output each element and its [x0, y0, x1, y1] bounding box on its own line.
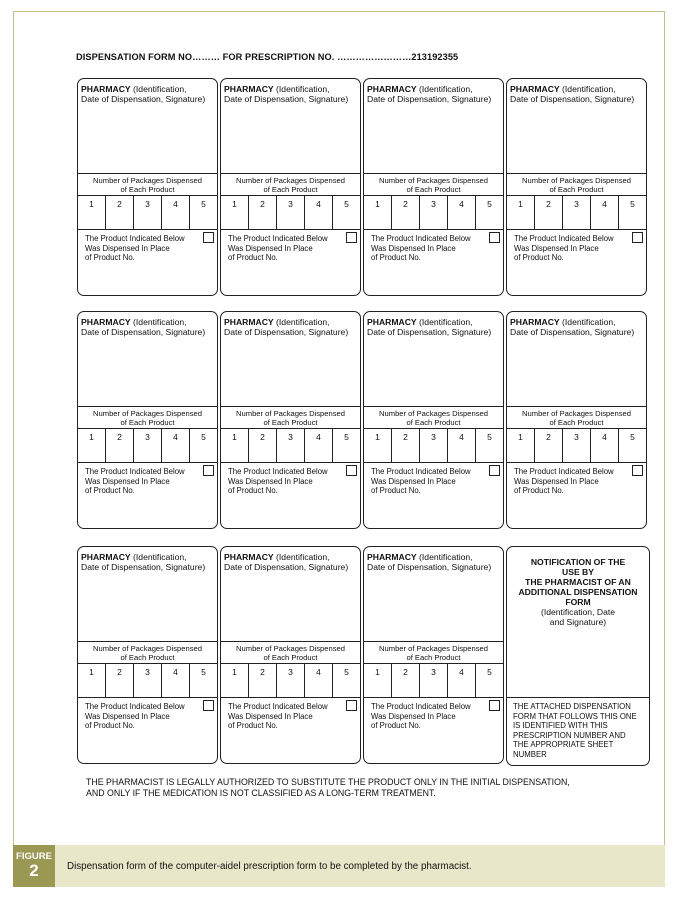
package-count-cell[interactable]: 1 — [221, 196, 249, 229]
package-count-cell[interactable]: 3 — [277, 196, 305, 229]
figure-caption-text: Dispensation form of the computer-aidel prescription form to be completed by the pharmacist. — [67, 861, 472, 872]
pharmacy-card — [77, 311, 218, 529]
pharmacy-heading[interactable]: PHARMACY (Identification, Date of Dispensation, Signature) — [367, 84, 492, 104]
package-count-cell[interactable]: 5 — [344, 199, 349, 209]
package-count-cell[interactable]: 1 — [78, 196, 106, 229]
package-count-cell[interactable]: 2 — [535, 196, 563, 229]
package-count-cell[interactable]: 5 — [630, 432, 635, 442]
substitution-checkbox[interactable] — [203, 700, 214, 711]
substitution-note: The Product Indicated Below Was Dispensed In Place of Product No. — [228, 702, 328, 731]
package-count-cell[interactable]: 2 — [249, 664, 277, 697]
pharmacy-card — [220, 311, 361, 529]
substitution-note: The Product Indicated Below Was Dispensed In Place of Product No. — [228, 467, 328, 496]
figure-caption-bar — [13, 845, 665, 887]
package-count-cell[interactable]: 4 — [162, 196, 190, 229]
pharmacy-heading[interactable]: PHARMACY (Identification, Date of Dispensation, Signature) — [81, 317, 206, 337]
package-count-row — [221, 195, 360, 230]
pharmacy-heading[interactable]: PHARMACY (Identification, Date of Dispensation, Signature) — [367, 317, 492, 337]
package-count-cell[interactable]: 5 — [487, 667, 492, 677]
package-count-cell[interactable]: 5 — [487, 199, 492, 209]
package-count-row — [78, 195, 217, 230]
package-count-row — [507, 428, 646, 463]
pharmacy-heading[interactable]: PHARMACY (Identification, Date of Dispensation, Signature) — [510, 317, 635, 337]
package-count-cell[interactable]: 4 — [305, 196, 333, 229]
package-count-row — [78, 663, 217, 698]
package-count-cell[interactable]: 4 — [162, 429, 190, 462]
package-count-cell[interactable]: 5 — [201, 432, 206, 442]
pharmacy-card — [363, 78, 504, 296]
package-count-cell[interactable]: 4 — [448, 664, 476, 697]
pharmacy-heading[interactable]: PHARMACY (Identification, Date of Dispensation, Signature) — [224, 84, 349, 104]
package-count-cell[interactable]: 3 — [277, 664, 305, 697]
package-count-cell[interactable]: 4 — [591, 429, 619, 462]
substitution-note: The Product Indicated Below Was Dispensed In Place of Product No. — [228, 234, 328, 263]
package-count-cell[interactable]: 4 — [591, 196, 619, 229]
figure-number: 2 — [29, 861, 39, 880]
notification-subtitle: (Identification, Date and Signature) — [540, 607, 616, 627]
package-count-cell[interactable]: 1 — [364, 196, 392, 229]
package-count-cell[interactable]: 1 — [364, 664, 392, 697]
package-count-cell[interactable]: 5 — [201, 667, 206, 677]
package-count-cell[interactable]: 4 — [305, 429, 333, 462]
notification-title: NOTIFICATION OF THE USE BY THE PHARMACIST OF AN ADDITIONAL DISPENSATION FORM — [518, 557, 638, 607]
package-count-cell[interactable]: 2 — [392, 196, 420, 229]
packages-title: Number of Packages Dispensed of Each Product — [364, 641, 503, 663]
package-count-cell[interactable]: 2 — [249, 429, 277, 462]
packages-title: Number of Packages Dispensed of Each Product — [221, 173, 360, 195]
substitution-checkbox[interactable] — [632, 232, 643, 243]
substitution-checkbox[interactable] — [203, 232, 214, 243]
package-count-cell[interactable]: 3 — [134, 664, 162, 697]
packages-title: Number of Packages Dispensed of Each Product — [364, 406, 503, 428]
package-count-cell[interactable]: 1 — [78, 664, 106, 697]
substitution-note: The Product Indicated Below Was Dispensed In Place of Product No. — [85, 467, 185, 496]
packages-title: Number of Packages Dispensed of Each Product — [78, 641, 217, 663]
substitution-note: The Product Indicated Below Was Dispensed In Place of Product No. — [371, 467, 471, 496]
substitution-note: The Product Indicated Below Was Dispensed In Place of Product No. — [514, 467, 614, 496]
packages-title: Number of Packages Dispensed of Each Product — [78, 173, 217, 195]
packages-title: Number of Packages Dispensed of Each Product — [78, 406, 217, 428]
pharmacy-heading[interactable]: PHARMACY (Identification, Date of Dispensation, Signature) — [224, 552, 349, 572]
substitution-checkbox[interactable] — [489, 232, 500, 243]
pharmacy-heading[interactable]: PHARMACY (Identification, Date of Dispensation, Signature) — [81, 84, 206, 104]
substitution-note: The Product Indicated Below Was Dispensed In Place of Product No. — [85, 234, 185, 263]
substitution-note: The Product Indicated Below Was Dispensed In Place of Product No. — [371, 234, 471, 263]
package-count-row — [364, 663, 503, 698]
package-count-row — [221, 428, 360, 463]
notification-footer: THE ATTACHED DISPENSATION FORM THAT FOLLOWS THIS ONE IS IDENTIFIED WITH THIS PRESCRIPTION NUMBER AND THE APPROPRIATE SHEET NUMBER — [513, 702, 637, 759]
form-header: DISPENSATION FORM NO……… FOR PRESCRIPTION NO. ……………………213192355 — [76, 52, 459, 62]
pharmacy-heading[interactable]: PHARMACY (Identification, Date of Dispensation, Signature) — [367, 552, 492, 572]
notification-card — [506, 546, 650, 766]
substitution-note: The Product Indicated Below Was Dispensed In Place of Product No. — [85, 702, 185, 731]
package-count-cell[interactable]: 2 — [392, 664, 420, 697]
package-count-cell[interactable]: 5 — [201, 199, 206, 209]
package-count-cell[interactable]: 3 — [420, 429, 448, 462]
packages-title: Number of Packages Dispensed of Each Product — [364, 173, 503, 195]
pharmacy-heading[interactable]: PHARMACY (Identification, Date of Dispensation, Signature) — [510, 84, 635, 104]
packages-title: Number of Packages Dispensed of Each Product — [507, 173, 646, 195]
pharmacy-heading[interactable]: PHARMACY (Identification, Date of Dispensation, Signature) — [224, 317, 349, 337]
package-count-cell[interactable]: 2 — [249, 196, 277, 229]
package-count-cell[interactable]: 3 — [563, 429, 591, 462]
substitution-checkbox[interactable] — [489, 700, 500, 711]
package-count-row — [78, 428, 217, 463]
substitution-checkbox[interactable] — [346, 232, 357, 243]
substitution-checkbox[interactable] — [346, 465, 357, 476]
substitution-note: The Product Indicated Below Was Dispensed In Place of Product No. — [371, 702, 471, 731]
packages-title: Number of Packages Dispensed of Each Product — [507, 406, 646, 428]
package-count-cell[interactable]: 1 — [221, 664, 249, 697]
package-count-row — [221, 663, 360, 698]
package-count-cell[interactable]: 1 — [507, 429, 535, 462]
substitution-checkbox[interactable] — [346, 700, 357, 711]
package-count-cell[interactable]: 3 — [420, 664, 448, 697]
substitution-checkbox[interactable] — [632, 465, 643, 476]
notification-divider — [507, 697, 649, 698]
package-count-cell[interactable]: 3 — [420, 196, 448, 229]
package-count-cell[interactable]: 5 — [487, 432, 492, 442]
figure-label: FIGURE — [16, 851, 52, 862]
package-count-cell[interactable]: 4 — [448, 196, 476, 229]
package-count-cell[interactable]: 1 — [221, 429, 249, 462]
package-count-cell[interactable]: 2 — [392, 429, 420, 462]
package-count-cell[interactable]: 5 — [344, 667, 349, 677]
package-count-cell[interactable]: 3 — [563, 196, 591, 229]
package-count-cell[interactable]: 3 — [134, 196, 162, 229]
package-count-cell[interactable]: 4 — [305, 664, 333, 697]
package-count-cell[interactable]: 1 — [507, 196, 535, 229]
pharmacy-card — [363, 546, 504, 764]
package-count-cell[interactable]: 2 — [106, 196, 134, 229]
packages-title: Number of Packages Dispensed of Each Product — [221, 406, 360, 428]
package-count-row — [507, 195, 646, 230]
figure-badge — [13, 845, 55, 887]
substitution-checkbox[interactable] — [203, 465, 214, 476]
pharmacy-card — [77, 78, 218, 296]
pharmacy-card — [220, 78, 361, 296]
pharmacy-card — [506, 311, 647, 529]
package-count-row — [364, 195, 503, 230]
package-count-cell[interactable]: 4 — [448, 429, 476, 462]
package-count-cell[interactable]: 4 — [162, 664, 190, 697]
package-count-cell[interactable]: 2 — [535, 429, 563, 462]
package-count-cell[interactable]: 3 — [134, 429, 162, 462]
packages-title: Number of Packages Dispensed of Each Product — [221, 641, 360, 663]
pharmacy-card — [77, 546, 218, 764]
substitution-note: The Product Indicated Below Was Dispensed In Place of Product No. — [514, 234, 614, 263]
pharmacy-card — [363, 311, 504, 529]
pharmacy-heading[interactable]: PHARMACY (Identification, Date of Dispensation, Signature) — [81, 552, 206, 572]
substitution-checkbox[interactable] — [489, 465, 500, 476]
pharmacy-card — [506, 78, 647, 296]
package-count-cell[interactable]: 3 — [277, 429, 305, 462]
pharmacy-card — [220, 546, 361, 764]
package-count-cell[interactable]: 2 — [106, 664, 134, 697]
package-count-row — [364, 428, 503, 463]
package-count-cell[interactable]: 1 — [78, 429, 106, 462]
package-count-cell[interactable]: 2 — [106, 429, 134, 462]
package-count-cell[interactable]: 1 — [364, 429, 392, 462]
legal-footnote: THE PHARMACIST IS LEGALLY AUTHORIZED TO SUBSTITUTE THE PRODUCT ONLY IN THE INITIAL DISPENSATION, AND ONLY IF THE MEDICATION IS NOT CLASSIFIED AS A LONG-TERM TREATMENT. — [86, 777, 570, 798]
package-count-cell[interactable]: 5 — [630, 199, 635, 209]
package-count-cell[interactable]: 5 — [344, 432, 349, 442]
